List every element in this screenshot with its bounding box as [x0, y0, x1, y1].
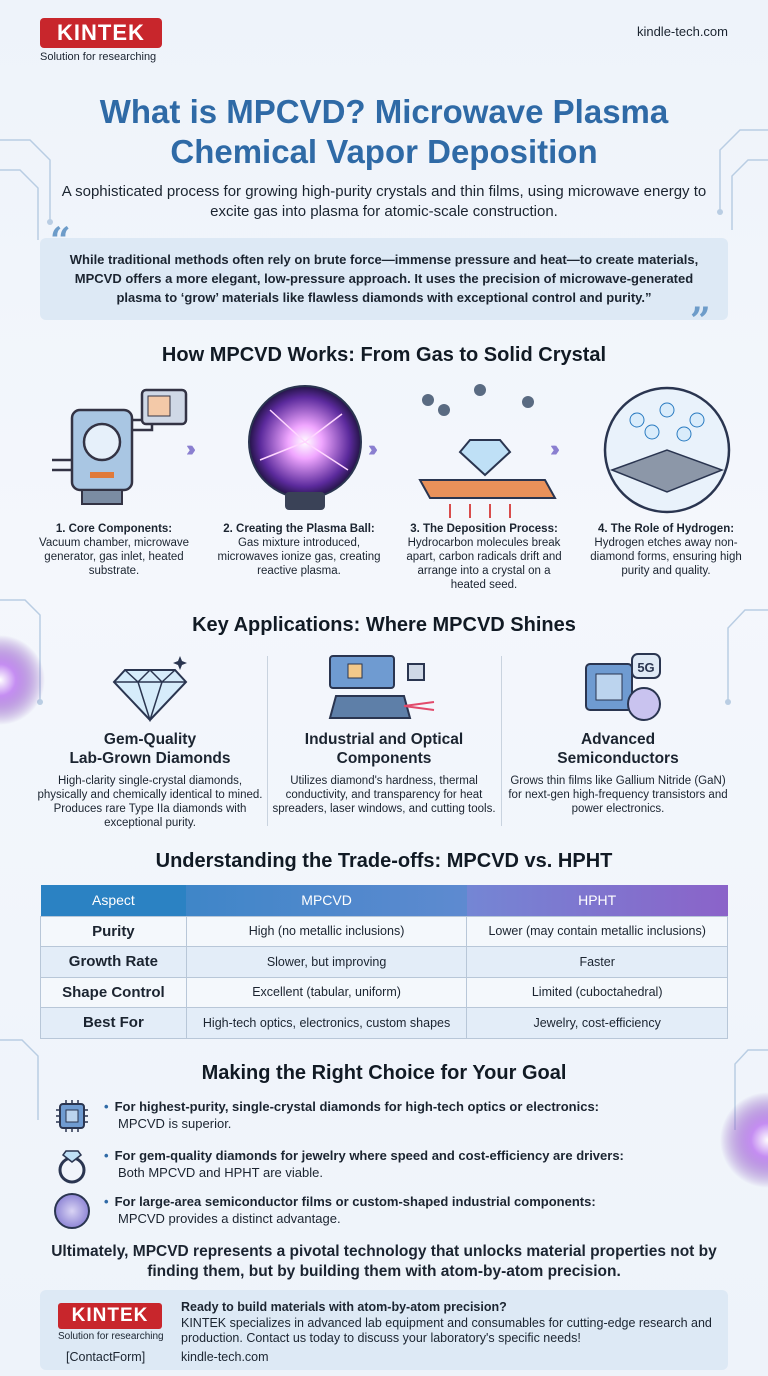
- wafer-icon: [52, 1191, 92, 1231]
- app-title: [35, 730, 265, 768]
- divider: [267, 656, 268, 826]
- step-arrow-icon: ›››: [368, 436, 372, 461]
- app-title-line: Lab-Grown Diamonds: [69, 750, 231, 767]
- table-cell: Shape Control: [41, 977, 187, 1008]
- footer-kintek-logo: KINTEK: [58, 1303, 162, 1329]
- intro-quote: [40, 238, 728, 320]
- page-title: [0, 92, 768, 172]
- deposition-icon: [410, 380, 560, 520]
- choice-lead: For highest-purity, single-crystal diamonds for high-tech optics or electronics:: [114, 1099, 599, 1114]
- choice-result: Both MPCVD and HPHT are viable.: [118, 1165, 323, 1180]
- kintek-logo: KINTEK: [40, 18, 162, 48]
- plasma-ball-icon: [230, 380, 380, 520]
- comparison-table: [40, 885, 728, 1039]
- table-cell: Excellent (tabular, uniform): [186, 977, 467, 1008]
- conclusion-text: Ultimately, MPCVD represents a pivotal technology that unlocks material properties not by finding them, but by building them with atom-by-atom precision.: [51, 1243, 717, 1280]
- table-row: [41, 977, 728, 1008]
- app-title: [269, 730, 499, 768]
- step-arrow-icon: ›››: [550, 436, 554, 461]
- footer-body: KINTEK specializes in advanced lab equipment and consumables for cutting-edge research and production. Contact us today to discuss your laboratory's specific needs!: [181, 1316, 712, 1345]
- app-title-line: Advanced: [580, 731, 656, 748]
- table-cell: Slower, but improving: [186, 947, 467, 978]
- table-cell: Faster: [467, 947, 728, 978]
- app-title-line: Gem-Quality: [103, 731, 197, 748]
- title-line-1: What is MPCVD? Microwave Plasma: [99, 93, 669, 130]
- table-row: [41, 916, 728, 947]
- step-arrow-icon: ›››: [186, 436, 190, 461]
- section-heading-choice: Making the Right Choice for Your Goal: [201, 1062, 567, 1084]
- chip-icon: [52, 1096, 92, 1136]
- app-title-line: Components: [336, 750, 432, 767]
- quote-text: While traditional methods often rely on brute force—immense pressure and heat—to create materials, MPCVD offers a more elegant, low-pressure approach. It uses the precision of microwave-generated plasma to ‘grow’ materials like flawless diamonds with exceptional control and purity.”: [69, 252, 699, 305]
- step-desc: Gas mixture introduced, microwaves ionize gas, creating reactive plasma.: [217, 537, 381, 577]
- app-title: [503, 730, 733, 768]
- app-title-line: Semiconductors: [557, 750, 679, 767]
- table-cell: Lower (may contain metallic inclusions): [467, 916, 728, 947]
- ring-icon: [52, 1145, 92, 1185]
- step-title: 4. The Role of Hydrogen:: [597, 523, 735, 535]
- close-quote-icon: ”: [690, 300, 711, 342]
- step-desc: Vacuum chamber, microwave generator, gas inlet, heated substrate.: [39, 537, 189, 577]
- step-desc: Hydrocarbon molecules break apart, carbon radicals drift and arrange into a crystal on a heated seed.: [406, 537, 562, 591]
- choice-item: [52, 1145, 742, 1189]
- app-card-diamonds: [35, 730, 265, 830]
- choice-lead: For gem-quality diamonds for jewelry where speed and cost-efficiency are drivers:: [114, 1148, 624, 1163]
- footer-tagline: Solution for researching: [58, 1331, 164, 1342]
- step-title: 3. The Deposition Process:: [410, 523, 558, 535]
- step-title: 2. Creating the Plasma Ball:: [223, 523, 375, 535]
- table-cell: Growth Rate: [41, 947, 187, 978]
- step-caption: [215, 522, 383, 578]
- diamond-icon: [110, 652, 190, 722]
- section-heading-apps: Key Applications: Where MPCVD Shines: [192, 614, 576, 636]
- choice-result: MPCVD provides a distinct advantage.: [118, 1211, 341, 1226]
- table-header-row: [41, 885, 728, 916]
- contact-form-link[interactable]: [ContactForm]: [66, 1350, 146, 1364]
- app-card-semiconductors: [503, 730, 733, 816]
- logo-tagline: Solution for researching: [40, 51, 157, 63]
- column-header: MPCVD: [186, 885, 467, 916]
- bullet-icon: •: [104, 1099, 109, 1114]
- hydrogen-etching-icon: [592, 380, 742, 520]
- table-cell: Limited (cuboctahedral): [467, 977, 728, 1008]
- step-caption: [582, 522, 750, 578]
- app-desc: Utilizes diamond's hardness, thermal conductivity, and transparency for heat spreaders, laser windows, and cutting tools.: [272, 775, 496, 815]
- chip-5g-label: 5G: [637, 660, 655, 675]
- choice-result: MPCVD is superior.: [118, 1116, 232, 1131]
- choice-item: [52, 1191, 742, 1235]
- title-line-2: Chemical Vapor Deposition: [170, 133, 598, 170]
- app-title-line: Industrial and Optical: [304, 731, 464, 748]
- step-desc: Hydrogen etches away non-diamond forms, ensuring high purity and quality.: [590, 537, 742, 577]
- footer-site-link[interactable]: kindle-tech.com: [181, 1350, 269, 1364]
- column-header: HPHT: [467, 885, 728, 916]
- table-cell: Purity: [41, 916, 187, 947]
- semiconductor-chip-icon: [578, 652, 668, 724]
- table-cell: High-tech optics, electronics, custom shapes: [186, 1008, 467, 1039]
- optical-components-icon: [326, 652, 436, 724]
- choice-text: [104, 1193, 596, 1227]
- app-desc: Grows thin films like Gallium Nitride (GaN) for next-gen high-frequency transistors and power electronics.: [508, 775, 728, 815]
- divider: [501, 656, 502, 826]
- step-title: 1. Core Components:: [55, 523, 173, 535]
- choice-text: [104, 1098, 599, 1132]
- choice-text: [104, 1147, 624, 1181]
- table-cell: Jewelry, cost-efficiency: [467, 1008, 728, 1039]
- footer-headline: Ready to build materials with atom-by-atom precision?: [181, 1300, 507, 1314]
- bullet-icon: •: [104, 1194, 109, 1209]
- mpcvd-machine-icon: [42, 380, 192, 520]
- app-desc: High-clarity single-crystal diamonds, physically and chemically identical to mined. Produces rare Type IIa diamonds with exceptional purity.: [37, 775, 263, 829]
- table-row: [41, 1008, 728, 1039]
- choice-item: [52, 1096, 742, 1140]
- choice-lead: For large-area semiconductor films or custom-shaped industrial components:: [114, 1194, 596, 1209]
- open-quote-icon: “: [50, 220, 71, 262]
- app-card-optical: [269, 730, 499, 816]
- page-subtitle: A sophisticated process for growing high-purity crystals and thin films, using microwave energy to excite gas into plasma for atomic-scale construction.: [61, 183, 707, 220]
- table-cell: Best For: [41, 1008, 187, 1039]
- table-row: [41, 947, 728, 978]
- table-cell: High (no metallic inclusions): [186, 916, 467, 947]
- section-heading-tradeoffs: Understanding the Trade-offs: MPCVD vs. HPHT: [155, 850, 613, 872]
- step-caption: [30, 522, 198, 578]
- bullet-icon: •: [104, 1148, 109, 1163]
- site-link[interactable]: kindle-tech.com: [636, 24, 728, 39]
- step-caption: [400, 522, 568, 592]
- column-header: Aspect: [41, 885, 187, 916]
- section-heading-how: How MPCVD Works: From Gas to Solid Crystal: [161, 344, 607, 366]
